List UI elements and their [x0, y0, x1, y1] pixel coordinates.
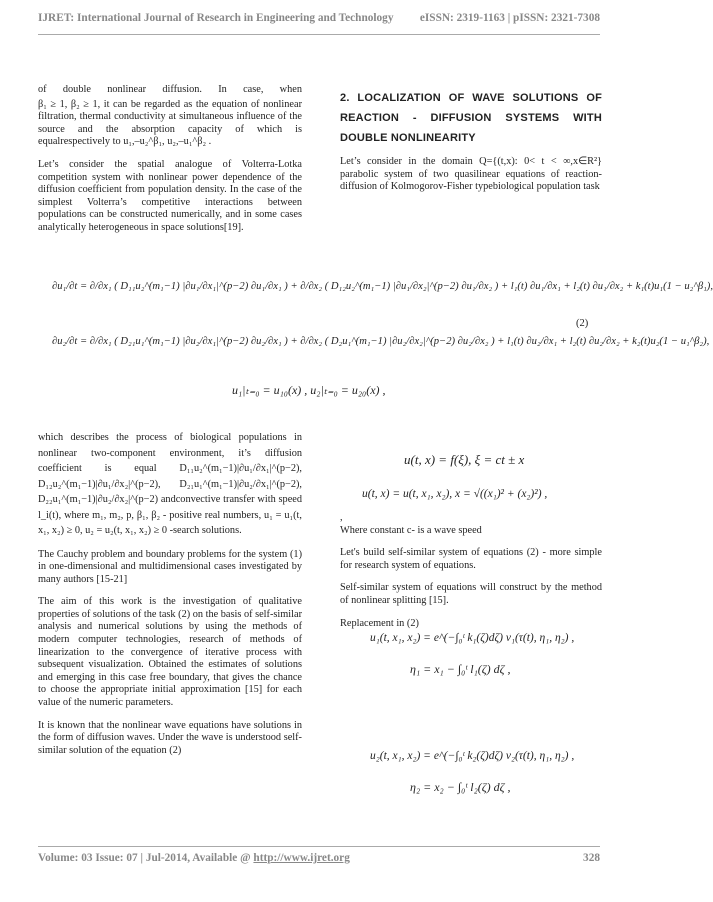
page-footer: [38, 852, 600, 864]
paragraph: of double nonlinear diffusion. In case, when: [38, 84, 302, 95]
paragraph: which describes the process of biological populations in nonlinear two-component environment, it’s diffusion coefficient is equal D₁₁u₂^(m₁−1)|∂u₁/∂x₁|^(p−2), D₁₂u₂^(m₁−1)|∂u₁/∂x₂|^(p−2), D₂₁u₁^(m₁−1)|∂u₂/∂x₁|^(p−2), D₂₂u₁^(m₁−1)|∂u₂/∂x₂|^(p−2) andconvective transfer with speed l_i(t), where m₁, m₂, p, β₁, β₂ - positive real numbers, u₁ = u₁(t, x₁, x₂) ≥ 0, u₂ = u₂(t, x₁, x₂) ≥ 0 -search solutions.: [38, 432, 302, 536]
initial-conditions: u₁|ₜ₌₀ = u₁₀(x) , u₂|ₜ₌₀ = u₂₀(x) ,: [232, 383, 386, 397]
paragraph: β₁ ≥ 1, β₂ ≥ 1, it can be regarded as the equation of nonlinear filtration, thermal conductivity at simultaneous influence of the source and the absorption capacity of which is equalrespectively to u₁,–u₂^β₁, u₂,–u₁^β₂ .: [38, 98, 302, 148]
footer-rule: [38, 846, 600, 847]
equation-system-line-1: ∂u₁/∂t = ∂/∂x₁ ( D₁₁u₂^(m₁−1) |∂u₁/∂x₁|^(p−2) ∂u₁/∂x₁ ) + ∂/∂x₂ ( D₁₂u₂^(m₁−1) |∂u₁/∂x₂|^(p−2) ∂u₁/∂x₂ ) + l₁(t) ∂u₁/∂x₁ + l₂(t) ∂u₁/∂x₂ + k₁(t)u₁(1 − u₂^β₁),: [52, 281, 713, 292]
comma-mark: ,: [340, 512, 343, 523]
paragraph: Replacement in (2): [340, 617, 419, 629]
right-column-bottom: [340, 512, 602, 640]
page-header: [38, 10, 600, 32]
issn-info: eISSN: 2319-1163 | pISSN: 2321-7308: [419, 12, 600, 24]
paragraph: Where constant c- is a wave speed: [340, 524, 482, 536]
radial-equation: u(t, x) = u(t, x₁, x₂), x = √((x₁)² + (x₂)²) ,: [362, 488, 548, 500]
left-column-bottom: [38, 430, 302, 767]
section-title: 2. LOCALIZATION OF WAVE SOLUTIONS OF REACTION - DIFFUSION SYSTEMS WITH DOUBLE NONLINEARITY: [340, 92, 602, 144]
journal-title: IJRET: International Journal of Research in Engineering and Technology: [38, 12, 394, 24]
paragraph: Self-similar system of equations will construct by the method of nonlinear splitting [15].: [340, 582, 602, 606]
paragraph: Let's build self-similar system of equations (2) - more simple for research system of equations.: [340, 547, 602, 571]
right-column-top: [340, 88, 602, 204]
volume-info: Volume: 03 Issue: 07 | Jul-2014, Available @: [38, 852, 254, 864]
replacement-equation-4: η₂ = x₂ − ∫₀ᵗ l₂(ζ) dζ ,: [410, 780, 511, 794]
paragraph: The aim of this work is the investigation of qualitative properties of solutions of the task (2) on the basis of self-similar analysis and numerical solutions by using the methods of modern computer technologies, research of methods of linearization to the convergence of iterative process with subsequent visualization. Obtained the estimates of solutions and emerging in this case free boundary, that gives the chance to choose the appropriate initial approximation [15] for each value of the numeric parameters.: [38, 596, 302, 709]
replacement-equation-1: u₁(t, x₁, x₂) = e^(−∫₀ᵗ k₁(ζ)dζ) v₁(τ(t), η₁, η₂) ,: [370, 632, 575, 644]
wave-equation: u(t, x) = f(ξ), ξ = ct ± x: [404, 452, 525, 467]
left-column-top: [38, 84, 302, 245]
paragraph: Let’s consider the spatial analogue of Volterra-Lotka competition system with nonlinear power dependence of the diffusion coefficient from population density. In the case of the simplest Volterra’s competitive interactions between populations can be constructed numerically, and in some cases analytically heterogeneous in space solutions[19].: [38, 158, 302, 233]
replacement-equation-2: η₁ = x₁ − ∫₀ᵗ l₁(ζ) dζ ,: [410, 662, 511, 676]
equation-number: (2): [576, 318, 589, 329]
journal-link[interactable]: http://www.ijret.org: [253, 852, 350, 864]
paragraph: Let’s consider in the domain Q={(t,x): 0< t < ∞,x∈R²} parabolic system of two quasilinear equations of reaction-diffusion of Kolmogorov-Fisher typebiological population task: [340, 156, 602, 193]
replacement-equation-3: u₂(t, x₁, x₂) = e^(−∫₀ᵗ k₂(ζ)dζ) v₂(τ(t), η₁, η₂) ,: [370, 750, 575, 762]
paragraph: It is known that the nonlinear wave equations have solutions in the form of diffusion waves. Under the wave is understood self-similar solution of the equation (2): [38, 719, 302, 756]
equation-system-line-2: ∂u₂/∂t = ∂/∂x₁ ( D₂₁u₁^(m₁−1) |∂u₂/∂x₁|^(p−2) ∂u₂/∂x₁ ) + ∂/∂x₂ ( D₂u₁^(m₁−1) |∂u₂/∂x₂|^(p−2) ∂u₂/∂x₂ ) + l₁(t) ∂u₂/∂x₁ + l₂(t) ∂u₂/∂x₂ + k₂(t)u₂(1 − u₁^β₂),: [52, 336, 710, 347]
header-rule: [38, 34, 600, 35]
page-number: 328: [583, 852, 600, 864]
paragraph: The Cauchy problem and boundary problems for the system (1) in one-dimensional and multidimensional cases investigated by many authors [15-21]: [38, 548, 302, 585]
